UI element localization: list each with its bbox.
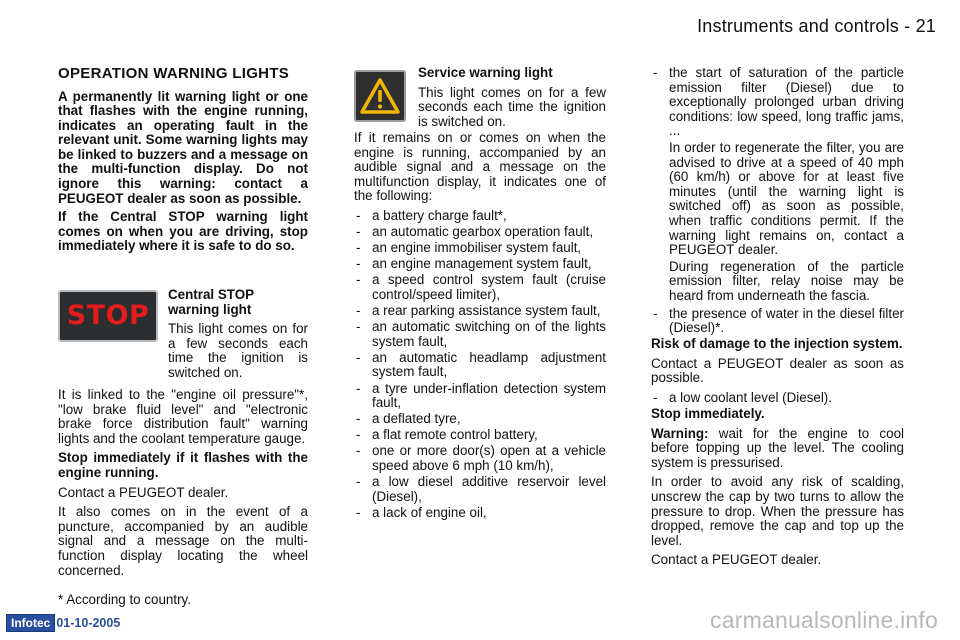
warning-text: wait for the engine to cool before topping up the level. The cooling system is pressurised. <box>651 425 904 470</box>
footnote: * According to country. <box>58 592 191 607</box>
warning-triangle-icon <box>354 70 406 122</box>
fault-list-continued <box>651 66 904 139</box>
list-item: - an engine management system fault, <box>354 257 606 272</box>
list-item: - a rear parking assistance system fault, <box>354 304 606 319</box>
linked-paragraph: It is linked to the "engine oil pressure"*, "low brake fluid level" and "electronic brake force distribution fault" warning lights and the coolant temperature gauge. <box>58 387 308 446</box>
list-item: - an engine immobiliser system fault, <box>354 241 606 256</box>
list-item: - a battery charge fault*, <box>354 209 606 224</box>
scalding-paragraph: In order to avoid any risk of scalding, unscrew the cap by two turns to allow the pressure to drop. When the pressure has dropped, remove the cap and top up the level. <box>651 474 904 548</box>
column-continued <box>651 66 904 568</box>
service-remain-text: If it remains on or comes on when the engine is running, accompanied by an audible signal and a message on the multifunction display, it indicates one of the following: <box>354 130 606 204</box>
stop-warning-icon <box>58 290 158 342</box>
list-item: - a tyre under-inflation detection system fault, <box>354 382 606 411</box>
warning-paragraph <box>651 427 904 471</box>
central-stop-block <box>58 288 308 388</box>
footer-badge <box>6 614 120 632</box>
list-item: - one or more door(s) open at a vehicle speed above 6 mph (10 km/h), <box>354 444 606 473</box>
watermark: carmanualsonline.info <box>710 607 938 633</box>
list-item: - a low diesel additive reservoir level (Diesel), <box>354 475 606 504</box>
list-item: - the presence of water in the diesel filter (Diesel)*. <box>651 307 904 336</box>
risk-damage-bold: Risk of damage to the injection system. <box>651 336 903 352</box>
column-operation-warning-lights <box>58 66 308 578</box>
list-item: - a deflated tyre, <box>354 412 606 427</box>
service-warning-title: Service warning light <box>418 65 553 80</box>
column-service-warning <box>354 66 606 522</box>
service-intro-text: This light comes on for a few seconds each time the ignition is switched on. <box>418 84 606 129</box>
section-title: OPERATION WARNING LIGHTS <box>58 65 290 82</box>
warning-label: Warning: <box>651 425 709 441</box>
contact-final-text: Contact a PEUGEOT dealer. <box>651 552 822 568</box>
page-header-title: Instruments and controls - 21 <box>697 16 936 36</box>
stop-immediately-bold: Stop immediately. <box>651 406 765 422</box>
stop-flash-bold: Stop immediately if it flashes with the engine running. <box>58 450 308 480</box>
infotec-logo: Infotec <box>6 614 55 632</box>
intro-bold-paragraph: A permanently lit warning light or one that flashes with the engine running, indicates an operating fault in the relevant unit. Some warning lights may be linked to buzzers and a message on the multi-function display. Do not ignore this warning: contact a PEUGEOT dealer as soon as possible. <box>58 88 308 206</box>
puncture-paragraph: It also comes on in the event of a puncture, accompanied by an audible signal and a message on the multi-function display locating the wheel concerned. <box>58 504 308 578</box>
contact-dealer-text: Contact a PEUGEOT dealer. <box>58 484 229 500</box>
list-item-particle-filter <box>651 66 904 139</box>
list-item: - an automatic gearbox operation fault, <box>354 225 606 240</box>
coolant-item-list <box>651 391 904 406</box>
list-item: - a speed control system fault (cruise control/speed limiter), <box>354 273 606 302</box>
regeneration-noise-paragraph: During regeneration of the particle emission filter, relay noise may be heard from underneath the fascia. <box>669 258 904 303</box>
central-stop-title: Central STOP warning light <box>168 287 254 317</box>
service-warning-block <box>354 66 606 130</box>
particle-filter-text: the start of saturation of the particle emission filter (Diesel) due to exceptionally prolonged urban driving conditions: low speed, long traffic jams, ... <box>669 65 904 139</box>
fault-list <box>354 209 606 520</box>
list-item: - an automatic headlamp adjustment system fault, <box>354 351 606 380</box>
footer-date: 01-10-2005 <box>56 616 121 630</box>
central-stop-bold-paragraph: If the Central STOP warning light comes on when you are driving, stop immediately where it is safe to do so. <box>58 209 308 254</box>
regenerate-paragraph: In order to regenerate the filter, you are advised to drive at a speed of 40 mph (60 km/h) or above for at least five minutes (until the warning light is switched off) as soon as possible, when traffic conditions permit. If the warning light remains on, contact a PEUGEOT dealer. <box>669 139 904 258</box>
contact-asap-text: Contact a PEUGEOT dealer as soon as possible. <box>651 355 904 386</box>
list-item: - a lack of engine oil, <box>354 506 606 521</box>
list-item: - a low coolant level (Diesel). <box>651 391 904 406</box>
central-stop-description <box>168 288 308 381</box>
central-stop-body: This light comes on for a few seconds each time the ignition is switched on. <box>168 321 308 380</box>
water-item-list <box>651 307 904 336</box>
list-item: - a flat remote control battery, <box>354 428 606 443</box>
stop-icon-label: STOP <box>66 299 150 331</box>
list-item: - an automatic switching on of the lights system fault, <box>354 320 606 349</box>
service-warning-intro <box>418 66 606 129</box>
